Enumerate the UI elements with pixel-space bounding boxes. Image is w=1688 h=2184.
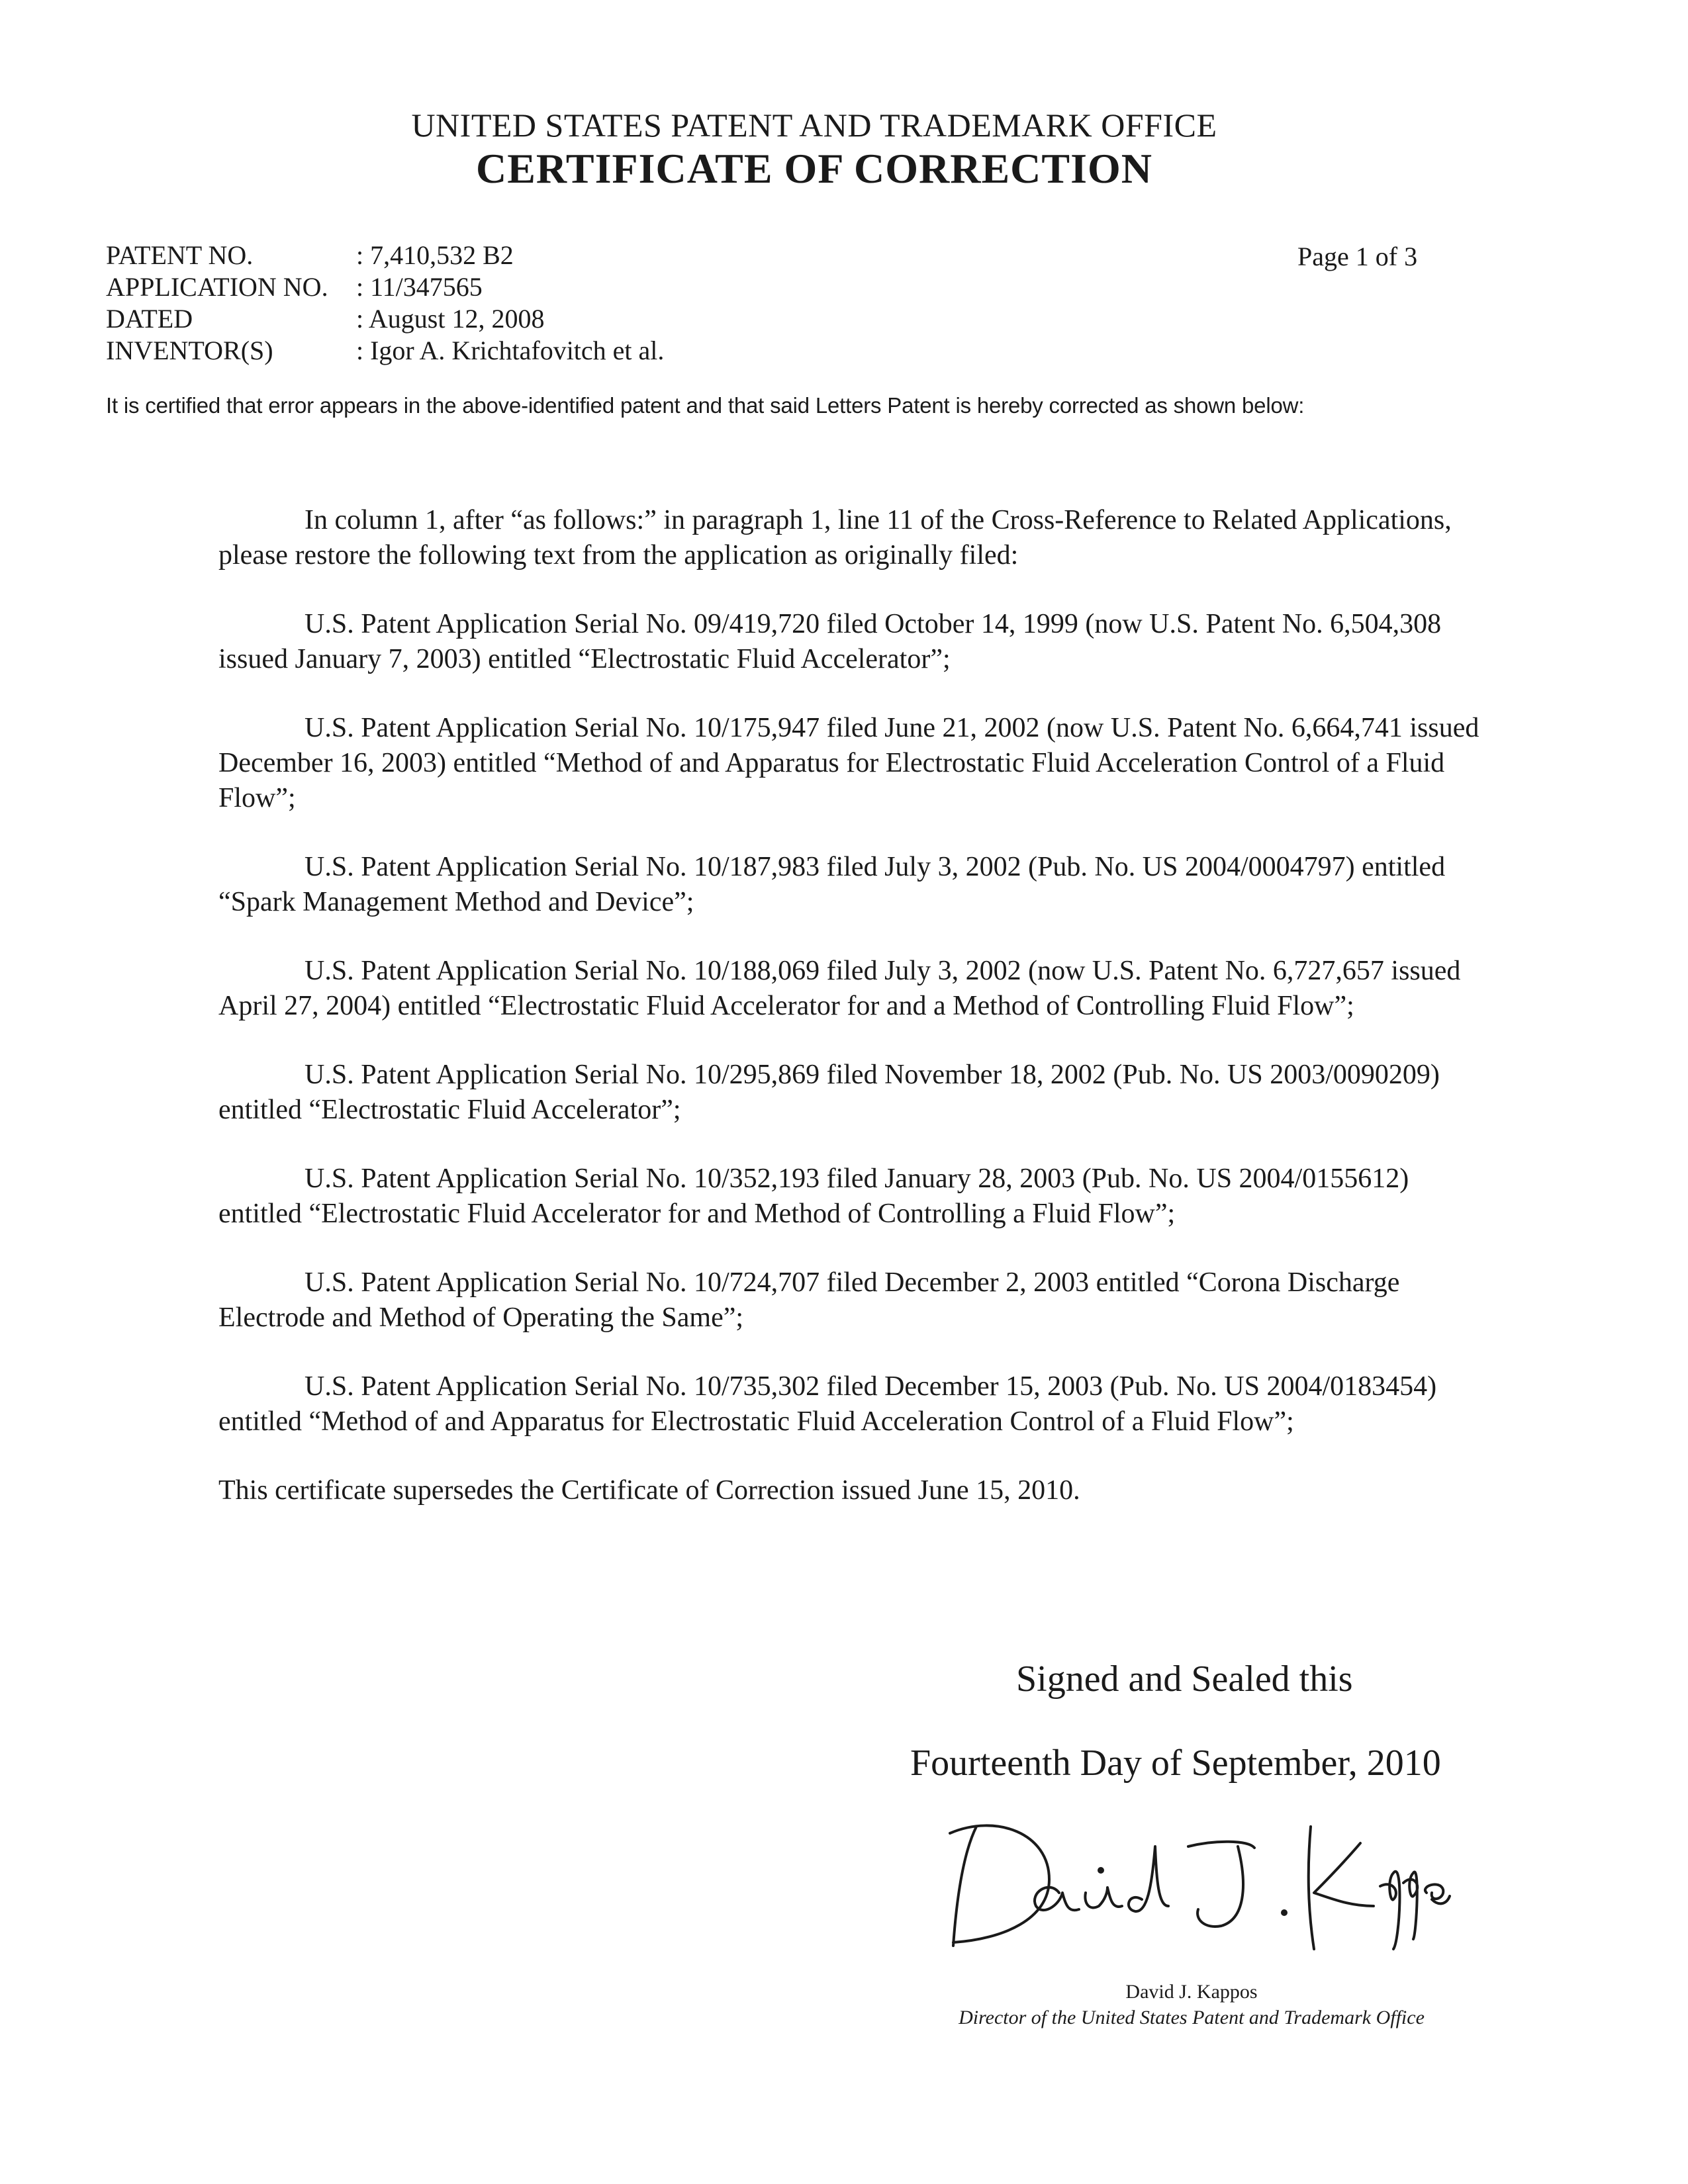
reference-paragraph: U.S. Patent Application Serial No. 10/188,069 filed July 3, 2002 (now U.S. Patent No. 6,727,657 issued April 27, 2004) entitled “Electrostatic Fluid Accelerator for and a Method of Controlling Fluid Flow”; [218, 956, 1461, 1021]
reference-paragraph: U.S. Patent Application Serial No. 10/187,983 filed July 3, 2002 (Pub. No. US 2004/0004797) entitled “Spark Management Method and Device”; [218, 852, 1446, 917]
inventors-row [106, 335, 664, 367]
office-heading: UNITED STATES PATENT AND TRADEMARK OFFICE [411, 107, 1217, 144]
dated-row [106, 303, 664, 335]
reference-paragraph: U.S. Patent Application Serial No. 10/175,947 filed June 21, 2002 (now U.S. Patent No. 6,664,741 issued December 16, 2003) entitled “Method of and Apparatus for Electrostatic Fluid Acceleration Control of a Fluid Flow”; [218, 713, 1479, 813]
inventors-label: INVENTOR(S) [106, 336, 273, 365]
page-number: Page 1 of 3 [1297, 242, 1418, 271]
signer-name: David J. Kappos [1125, 1981, 1258, 2003]
dated-label: DATED [106, 304, 193, 334]
dated-value: : August 12, 2008 [356, 304, 545, 334]
signature-date-line: Fourteenth Day of September, 2010 [910, 1743, 1441, 1784]
patent-no-value: : 7,410,532 B2 [356, 240, 514, 270]
signer-title: Director of the United States Patent and Trademark Office [959, 2007, 1425, 2028]
reference-paragraph: U.S. Patent Application Serial No. 10/735,302 filed December 15, 2003 (Pub. No. US 2004/0183454) entitled “Method of and Apparatus for Electrostatic Fluid Acceleration Control of a Fluid Flow”; [218, 1371, 1437, 1437]
reference-paragraph: U.S. Patent Application Serial No. 10/295,869 filed November 18, 2002 (Pub. No. US 2003/0090209) entitled “Electrostatic Fluid Accelerator”; [218, 1060, 1440, 1125]
patent-metadata [106, 240, 664, 367]
intro-paragraph: In column 1, after “as follows:” in paragraph 1, line 11 of the Cross-Reference to Related Applications, please restore the following text from the application as originally filed: [218, 505, 1452, 570]
application-no-row [106, 271, 664, 303]
application-no-value: : 11/347565 [356, 272, 483, 302]
supersedes-statement: This certificate supersedes the Certificate of Correction issued June 15, 2010. [218, 1475, 1080, 1506]
reference-paragraph: U.S. Patent Application Serial No. 10/352,193 filed January 28, 2003 (Pub. No. US 2004/0155612) entitled “Electrostatic Fluid Accelerator for and Method of Controlling a Fluid Flow”; [218, 1163, 1409, 1229]
correction-body [218, 503, 1496, 1542]
inventors-value: : Igor A. Krichtafovitch et al. [356, 336, 665, 365]
handwritten-signature [937, 1807, 1453, 1966]
application-no-label: APPLICATION NO. [106, 272, 328, 302]
signed-and-sealed-line: Signed and Sealed this [1016, 1659, 1353, 1700]
reference-paragraph: U.S. Patent Application Serial No. 10/724,707 filed December 2, 2003 entitled “Corona Discharge Electrode and Method of Operating the Same”; [218, 1267, 1400, 1333]
certificate-title: CERTIFICATE OF CORRECTION [476, 145, 1152, 192]
patent-no-row [106, 240, 664, 271]
patent-no-label: PATENT NO. [106, 240, 254, 270]
certification-statement: It is certified that error appears in the above-identified patent and that said Letters Patent is hereby corrected as shown below: [106, 393, 1305, 418]
reference-paragraph: U.S. Patent Application Serial No. 09/419,720 filed October 14, 1999 (now U.S. Patent No. 6,504,308 issued January 7, 2003) entitled “Electrostatic Fluid Accelerator”; [218, 609, 1442, 674]
